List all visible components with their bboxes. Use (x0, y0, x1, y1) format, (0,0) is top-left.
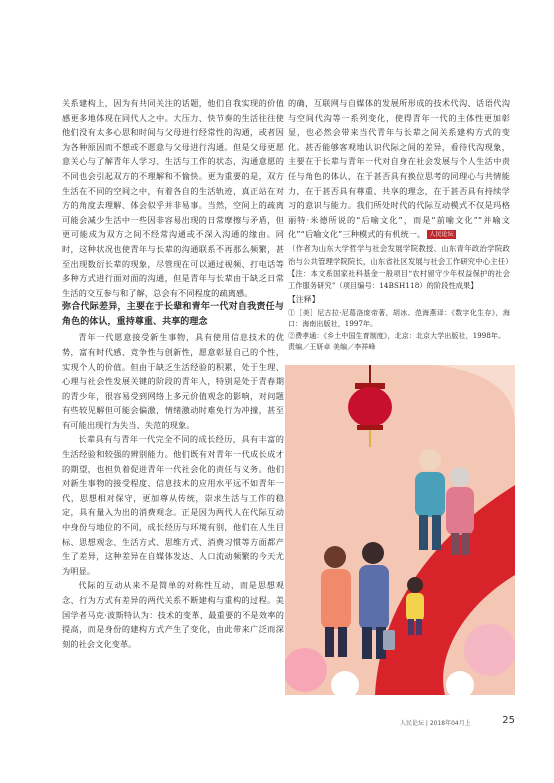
page-footer (400, 715, 515, 729)
left-paragraph-1: 关系建构上，因为有共同关注的话题，他们自我实现的价值感更多地体现在同代人之中。大压力、快节奏的生活往往使他们没有太多心思和时间与父母进行经常性的沟通，或者因为各种原因而不想或不愿意与父母进行沟通。但是父母更愿意关心与了解青年人学习、生活与工作的状态，沟通意愿的不同也会引起双方的不理解和不愉快。更为重要的是，双方生活在不同的空间之中，有着各自的生活轨迹，真正站在对方的角度去理解、体会似乎并非易事。当然，空间上的疏离可能会减少生活中一些因非容易出现的日常摩擦与矛盾，但更可能成为双方之间不经常沟通或不深入沟通的缘由。同时，这种状况也使青年与长辈的沟通联系不再那么频繁，甚至出现数衍长辈的现象，尽管现在可以通过视频、打电话等多种方式进行面对面的沟通，但是青年与长辈由于缺乏日常生活的交互参与和了解，总会有不同程度的疏离感。 (62, 98, 284, 298)
flower-right (464, 624, 515, 676)
references-title: 【注释】 (288, 294, 320, 304)
right-text-column (288, 96, 513, 354)
suitcase (383, 630, 395, 650)
right-paragraph-1 (288, 96, 510, 242)
funding-note: 【注：本文系国家社科基金一般项目“农村留守少年权益保护的社会工作服务研究”（项目编号：14BSH118）的阶段性成果】 (288, 268, 510, 291)
left-paragraph-2: 青年一代愿意接受新生事物，具有使用信息技术的优势，富有时代感、竞争性与创新性，愿意彰显自己的个性，实现个人的价值。但由于缺乏生活经验的积累，处于生理、心理与社会性发展关键的阶段的青年人，特别是处于青春期的青少年，很容易受到网络上多元价值观念的影响，对问题有些较见解但可能会偏激，情绪激动时难免行为冲撞，甚至有可能出现行为失当、失范的现象。 (62, 332, 284, 430)
family-illustration (285, 365, 515, 695)
footer-publication: 人民论坛 | 2018年04月上 (400, 720, 471, 727)
flower-left (285, 648, 327, 692)
right-paragraph-1-text: 的确，互联网与自媒体的发展所形成的技术代沟、话语代沟与空间代沟等一系列变化，使得青年一代的主体性更加彰显，也必然会带来当代青年与长辈之间关系建构方式的变化。甚否能够客观地认识代际之间的差异，看待代沟现象，主要在于长辈与青年一代对自身在社会发展与个人生活中责任与角色的体认，在于甚否具有换位思考的同理心与共情能力，在于甚否具有尊重、共享的理念，在于甚否具有持续学习的意识与能力。我们所处时代的代际互动模式不仅是玛格丽特·米德所说的“后喻文化”，而是“前喻文化”“并喻文化”“后喻文化”三种模式的有机统一。 (288, 98, 510, 240)
page-number: 25 (502, 715, 515, 726)
left-paragraph-4: 代际的互动从来不是简单的对称性互动，而是思想观念、行为方式有差异的两代关系不断建构与重构的过程。美国学者马克·波斯特认为：技术的变革、最重要的不是效率的提高，而是身份的建构方式产生了变化，由此带来广泛而深刻的社会文化变革。 (62, 580, 284, 649)
section-heading: 弥合代际差异，主要在于长辈和青年一代对自我责任与角色的体认，重持尊重、共享的理念 (62, 302, 284, 328)
author-affiliation: （作者为山东大学哲学与社会发展学院教授、山东青年政治学院政治与公共管理学院院长，山东省社区发展与社会工作研究中心主任） (288, 243, 513, 266)
reference-1: ①［美］尼古拉·尼葛洛庞帝著，胡冰、范海燕译：《数字化生存》，海口：海南出版社，1997年。 (288, 308, 510, 329)
editor-credit: 责编／王妍卓 美编／李祥峰 (288, 343, 376, 352)
illustration-svg (285, 365, 515, 695)
left-text-column (62, 96, 284, 651)
publication-seal: 人民论坛 (429, 231, 454, 239)
left-paragraph-3: 长辈具有与青年一代完全不同的成长经历，具有丰富的生活经验和较强的辨别能力。他们既有对青年一代成长成才的期望，也担负着促进青年一代社会化的责任与义务。他们对新生事物的接受程度、信息技术的应用水平远不如青年一代，思想相对保守，更加尊从传统，崇求生活与工作的稳定，具有量入为出的消费观念。正是因为两代人在代际互动中身份与地位的不同，成长经历与环境有别，他们在人生目标、思想观念、生活方式、思维方式、消费习惯等方面都产生了差异，这种差异在自媒体发达、人口流动频繁的今天尤为明显。 (62, 434, 284, 576)
reference-2: ②费孝通：《乡土中国生育制度》，北京：北京大学出版社，1998年。 (288, 331, 506, 340)
